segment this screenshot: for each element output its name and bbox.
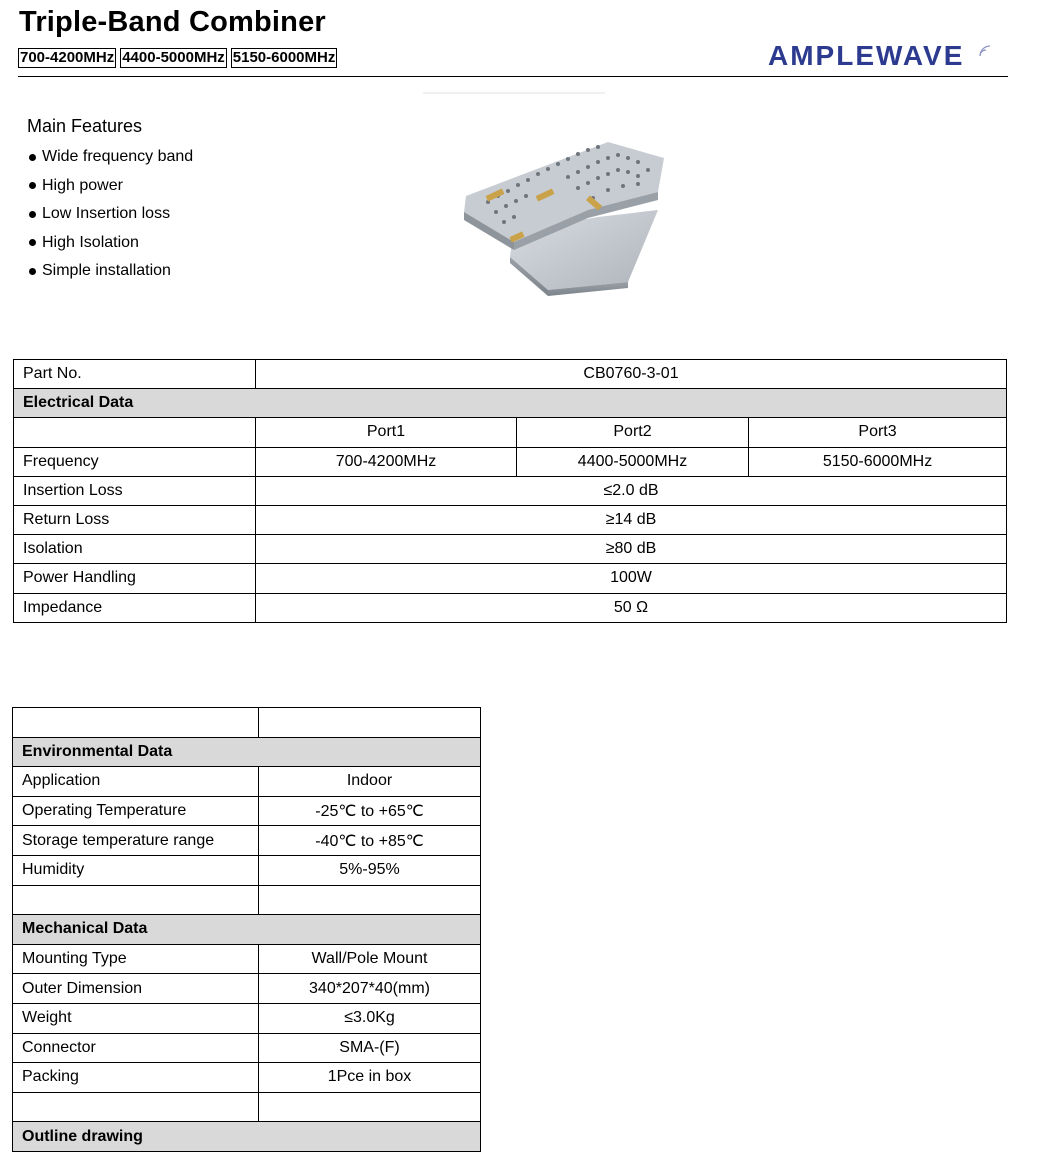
row-label: Connector [13, 1033, 259, 1063]
table-row [14, 418, 1007, 447]
section-header [14, 389, 1007, 418]
table-row [14, 505, 1007, 534]
outline-section-title: Outline drawing [13, 1122, 481, 1152]
row-label: Power Handling [14, 564, 256, 593]
frequency-value: 700-4200MHz [256, 447, 517, 476]
row-value: Wall/Pole Mount [259, 944, 481, 974]
feature-item: Wide frequency band [27, 143, 193, 172]
row-label: Insertion Loss [14, 476, 256, 505]
table-row [14, 564, 1007, 593]
band-list [18, 48, 337, 68]
row-label: Frequency [14, 447, 256, 476]
table-row [14, 593, 1007, 622]
header-divider [18, 76, 1008, 77]
port-header: Port2 [517, 418, 749, 447]
table-row [13, 1063, 481, 1093]
row-label: Operating Temperature [13, 796, 259, 826]
features-heading: Main Features [27, 116, 143, 136]
band-label: 700-4200MHz [20, 49, 115, 66]
row-label: Packing [13, 1063, 259, 1093]
empty-cell [13, 1092, 259, 1122]
row-value: 5%-95% [259, 855, 481, 885]
electrical-section-title: Electrical Data [14, 389, 1007, 418]
section-header [13, 1122, 481, 1152]
row-label: Mounting Type [13, 944, 259, 974]
part-no-value: CB0760-3-01 [256, 360, 1007, 389]
section-header [13, 915, 481, 945]
main-features [27, 116, 193, 286]
empty-cell [259, 708, 481, 738]
empty-cell [259, 1092, 481, 1122]
table-row [14, 360, 1007, 389]
empty-cell [13, 708, 259, 738]
bullet-icon [29, 154, 36, 161]
row-label: Impedance [14, 593, 256, 622]
mechanical-section-title: Mechanical Data [13, 915, 481, 945]
row-value: 100W [256, 564, 1007, 593]
feature-item: Low Insertion loss [27, 200, 193, 229]
frequency-value: 5150-6000MHz [749, 447, 1007, 476]
environmental-mechanical-table [12, 707, 481, 1152]
band-label: 4400-5000MHz [122, 49, 225, 66]
table-row [13, 1003, 481, 1033]
band-label: 5150-6000MHz [232, 49, 336, 66]
row-value: -25℃ to +65℃ [259, 796, 481, 826]
electrical-data-table [13, 359, 1007, 623]
feature-item: High Isolation [27, 229, 193, 258]
part-no-label: Part No. [14, 360, 256, 389]
row-value: ≥80 dB [256, 535, 1007, 564]
row-label: Return Loss [14, 505, 256, 534]
table-row [14, 476, 1007, 505]
row-label: Isolation [14, 535, 256, 564]
frequency-value: 4400-5000MHz [517, 447, 749, 476]
table-row [13, 826, 481, 856]
empty-cell [14, 418, 256, 447]
row-label: Outer Dimension [13, 974, 259, 1004]
table-row [13, 708, 481, 738]
section-header [13, 737, 481, 767]
logo-signal-icon [978, 42, 992, 58]
row-value: 50 Ω [256, 593, 1007, 622]
row-value: -40℃ to +85℃ [259, 826, 481, 856]
row-value: ≤3.0Kg [259, 1003, 481, 1033]
row-value: ≤2.0 dB [256, 476, 1007, 505]
row-value: ≥14 dB [256, 505, 1007, 534]
page-title: Triple-Band Combiner [19, 6, 326, 38]
table-row [13, 885, 481, 915]
port-header: Port3 [749, 418, 1007, 447]
brand-logo: AMPLEWAVE [768, 40, 965, 71]
table-row [13, 1092, 481, 1122]
row-label: Application [13, 767, 259, 797]
product-photo [418, 92, 678, 302]
row-label: Storage temperature range [13, 826, 259, 856]
bullet-icon [29, 239, 36, 246]
bullet-icon [29, 182, 36, 189]
row-label: Weight [13, 1003, 259, 1033]
environmental-section-title: Environmental Data [13, 737, 481, 767]
feature-item: High power [27, 172, 193, 201]
table-row [13, 944, 481, 974]
feature-item: Simple installation [27, 257, 193, 286]
port-header: Port1 [256, 418, 517, 447]
table-row [13, 796, 481, 826]
row-value: 1Pce in box [259, 1063, 481, 1093]
table-row [13, 767, 481, 797]
empty-cell [259, 885, 481, 915]
row-value: SMA-(F) [259, 1033, 481, 1063]
table-row [14, 447, 1007, 476]
table-row [14, 535, 1007, 564]
table-row [13, 974, 481, 1004]
row-value: Indoor [259, 767, 481, 797]
row-label: Humidity [13, 855, 259, 885]
empty-cell [13, 885, 259, 915]
bullet-icon [29, 268, 36, 275]
table-row [13, 1033, 481, 1063]
bullet-icon [29, 211, 36, 218]
table-row [13, 855, 481, 885]
row-value: 340*207*40(mm) [259, 974, 481, 1004]
